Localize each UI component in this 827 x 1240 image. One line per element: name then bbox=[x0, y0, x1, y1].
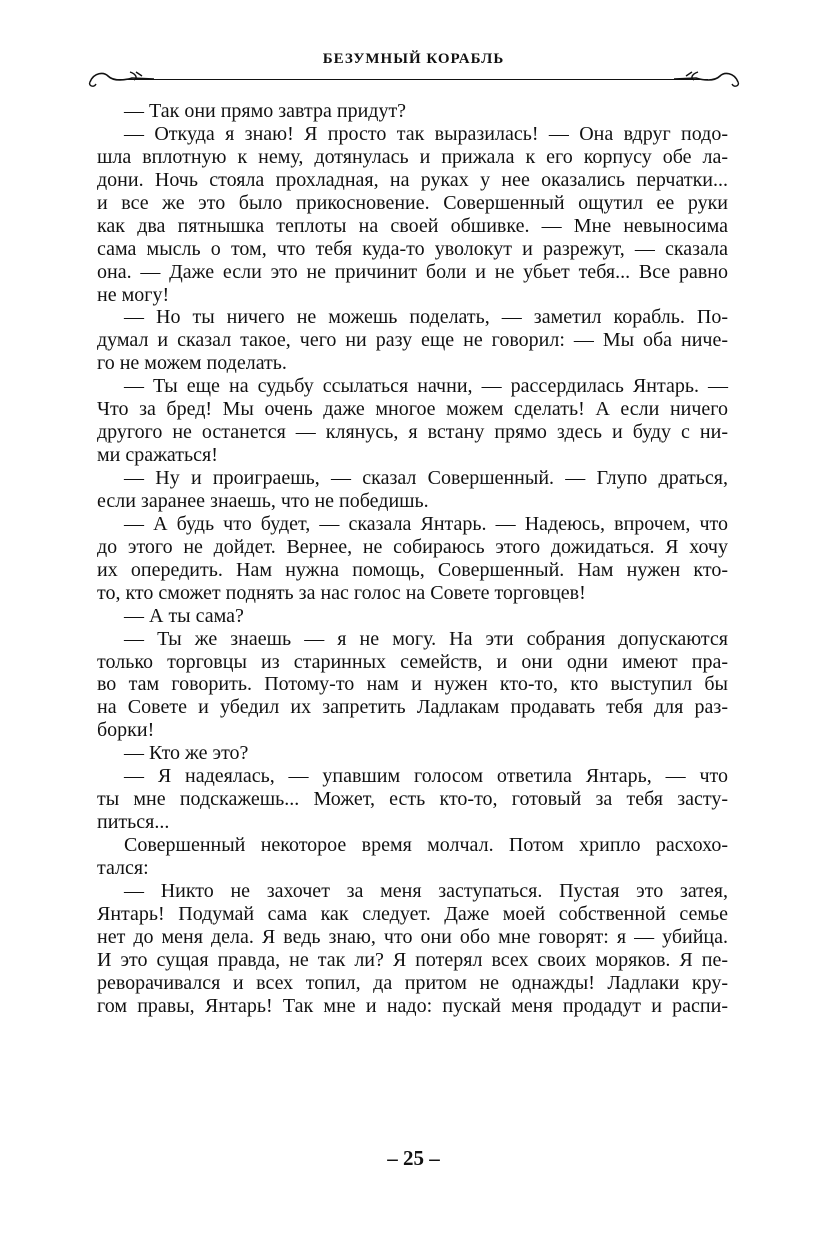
text-line: питься... bbox=[97, 811, 170, 834]
text-line: она. — Даже если это не причинит боли и не убьет тебя... Все равно bbox=[97, 260, 728, 283]
body-text bbox=[97, 100, 728, 1018]
text-line: только торговцы из старинных семейств, и они одни имеют пра- bbox=[97, 650, 728, 673]
running-head: БЕЗУМНЫЙ КОРАБЛЬ bbox=[322, 51, 505, 67]
page-number: – 25 – bbox=[387, 1146, 440, 1170]
text-line: Совершенный некоторое время молчал. Потом хрипло расхохо- bbox=[124, 834, 728, 856]
text-line: дони. Ночь стояла прохладная, на руках у нее оказались перчатки... bbox=[97, 168, 728, 191]
text-line: сама мысль о том, что тебя куда-то уволокут и разрежут, — сказала bbox=[97, 237, 728, 260]
text-line: — Ты же знаешь — я не могу. На эти собрания допускаются bbox=[124, 627, 728, 650]
text-line: — Я надеялась, — упавшим голосом ответила Янтарь, — что bbox=[124, 765, 728, 788]
text-line: — Кто же это? bbox=[124, 742, 249, 765]
text-line: как два пятнышка теплоты на своей обшивке. — Мне невыносима bbox=[97, 214, 728, 237]
text-line: Янтарь! Подумай сама как следует. Даже моей собственной семье bbox=[97, 902, 728, 925]
text-line: — Откуда я знаю! Я просто так выразилась! — Она вдруг подо- bbox=[124, 122, 728, 145]
text-line: не могу! bbox=[97, 283, 170, 306]
header-rule bbox=[118, 79, 708, 80]
text-line: другого не останется — клянусь, я встану прямо здесь и буду с ни- bbox=[97, 421, 728, 444]
text-line: борки! bbox=[97, 719, 155, 742]
text-line: нет до меня дела. Я ведь знаю, что они обо мне говорят: я — убийца. bbox=[97, 925, 728, 948]
text-line: — А будь что будет, — сказала Янтарь. — Надеюсь, впрочем, что bbox=[124, 512, 728, 535]
text-line: реворачивался и всех топил, да притом не однажды! Ладлаки кру- bbox=[97, 971, 728, 994]
text-line: Что за бред! Мы очень даже многое можем сделать! А если ничего bbox=[97, 398, 728, 421]
flourish-ornament-left-icon bbox=[86, 64, 156, 90]
text-line: шла вплотную к нему, дотянулась и прижала к его корпусу обе ла- bbox=[97, 145, 728, 168]
text-line: думал и сказал такое, чего ни разу еще не говорил: — Мы оба ниче- bbox=[97, 329, 728, 352]
flourish-ornament-right-icon bbox=[672, 64, 742, 90]
text-line: до этого не дойдет. Вернее, не собираюсь этого дожидаться. Я хочу bbox=[97, 535, 728, 558]
text-line: если заранее знаешь, что не победишь. bbox=[97, 489, 429, 512]
text-line: — Ты еще на судьбу ссылаться начни, — рассердилась Янтарь. — bbox=[124, 375, 728, 398]
text-line: во там говорить. Потому-то нам и нужен кто-то, кто выступил бы bbox=[97, 673, 728, 696]
text-line: их опередить. Нам нужна помощь, Совершенный. Нам нужен кто- bbox=[97, 558, 728, 581]
text-line: го не можем поделать. bbox=[97, 352, 287, 375]
text-line: — Ну и проиграешь, — сказал Совершенный. — Глупо драться, bbox=[124, 467, 728, 489]
text-line: — Так они прямо завтра придут? bbox=[124, 100, 407, 122]
text-line: то, кто сможет поднять за нас голос на Совете торговцев! bbox=[97, 581, 586, 604]
text-line: И это сущая правда, не так ли? Я потерял всех своих моряков. Я пе- bbox=[97, 948, 728, 971]
text-line: — Но ты ничего не можешь поделать, — заметил корабль. По- bbox=[124, 306, 728, 329]
text-line: и все же это было прикосновение. Совершенный ощутил ее руки bbox=[97, 191, 728, 214]
text-line: — Никто не захочет за меня заступаться. Пустая это затея, bbox=[124, 879, 728, 902]
text-line: — А ты сама? bbox=[124, 604, 244, 627]
text-line: ми сражаться! bbox=[97, 444, 218, 467]
text-line: на Совете и убедил их запретить Ладлакам продавать тебя для раз- bbox=[97, 696, 728, 719]
text-line: гом правы, Янтарь! Так мне и надо: пускай меня продадут и распи- bbox=[97, 994, 728, 1017]
text-line: тался: bbox=[97, 856, 149, 879]
text-line: ты мне подскажешь... Может, есть кто-то, готовый за тебя засту- bbox=[97, 788, 728, 811]
